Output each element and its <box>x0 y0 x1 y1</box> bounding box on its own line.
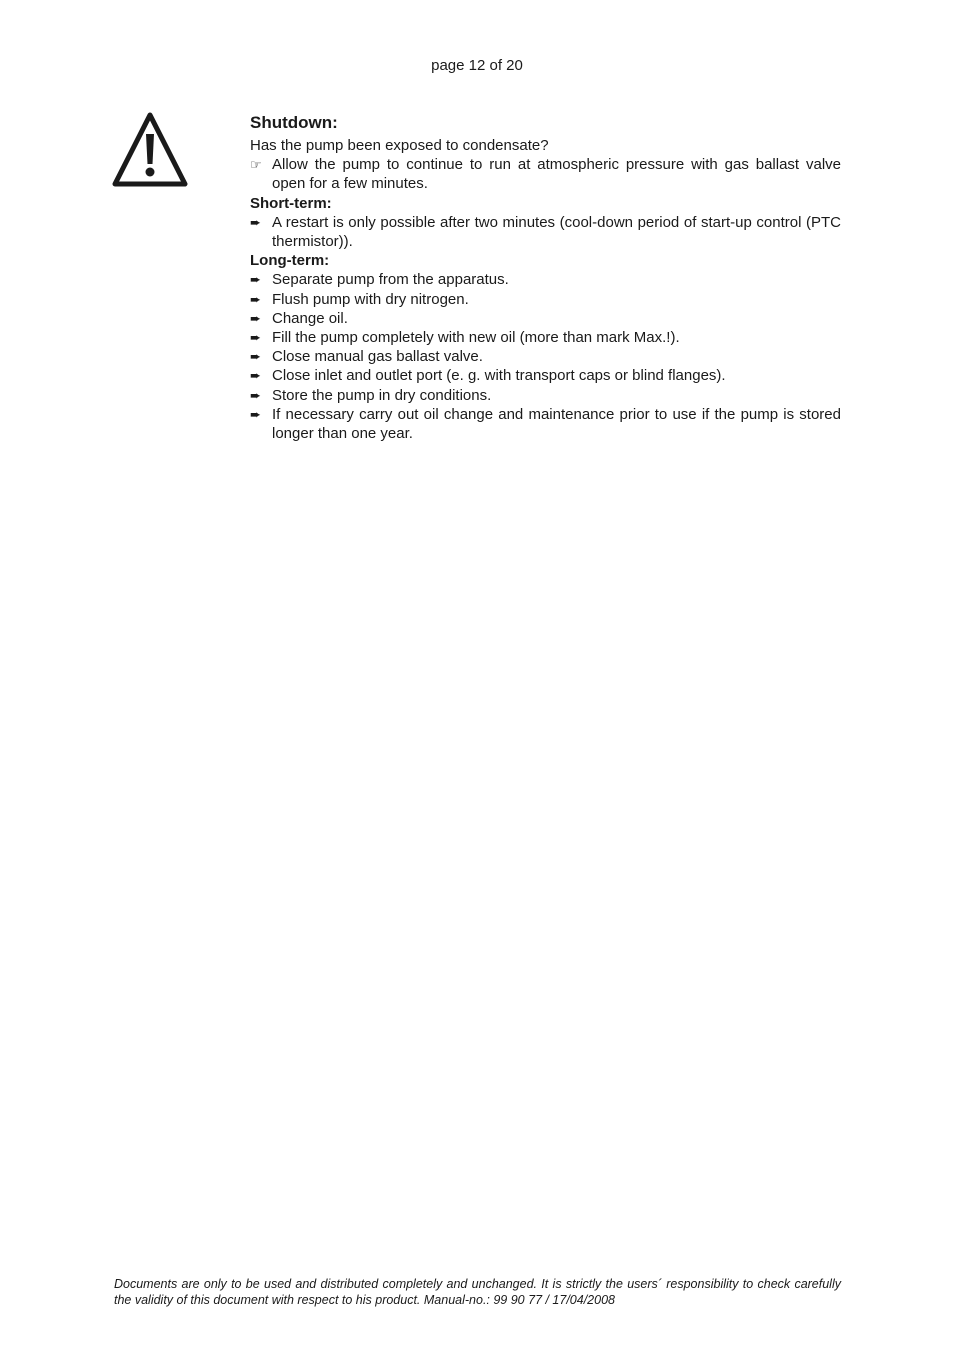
list-item: ➨ Fill the pump completely with new oil (more than mark Max.!). <box>250 329 680 347</box>
warning-triangle-icon <box>112 112 188 188</box>
right-arrow-icon: ➨ <box>250 272 261 288</box>
pointing-hand-icon: ☞ <box>250 157 262 173</box>
list-item: ➨ Change oil. <box>250 309 348 327</box>
page-number: page 12 of 20 <box>431 57 523 74</box>
right-arrow-icon: ➨ <box>250 291 261 307</box>
right-arrow-icon: ➨ <box>250 406 261 422</box>
right-arrow-icon: ➨ <box>250 330 261 346</box>
long-term-title: Long-term: <box>250 252 330 270</box>
right-arrow-icon: ➨ <box>250 368 261 384</box>
list-item: ➨ Close inlet and outlet port (e. g. with transport caps or blind flanges). <box>250 367 726 385</box>
section-title: Shutdown: <box>250 113 338 132</box>
intro-list <box>250 155 841 193</box>
shutdown-section <box>250 112 841 443</box>
long-term-list <box>250 270 841 443</box>
short-term-title: Short-term: <box>250 194 332 212</box>
right-arrow-icon: ➨ <box>250 310 261 326</box>
list-item: ➨ Separate pump from the apparatus. <box>250 271 509 289</box>
right-arrow-icon: ➨ <box>250 214 261 230</box>
list-item: ☞ Allow the pump to continue to run at atmospheric pressure with gas ballast valve open for a few minutes. <box>250 156 841 193</box>
short-term-list <box>250 213 841 251</box>
right-arrow-icon: ➨ <box>250 349 261 365</box>
list-item: ➨ Flush pump with dry nitrogen. <box>250 290 469 308</box>
footer-disclaimer: Documents are only to be used and distributed completely and unchanged. It is strictly the users´ responsibility to check carefully the validity of this document with respect to his product. Manual-no.: 99 90 77 / 17/04/2008 <box>114 1277 841 1307</box>
intro-question: Has the pump been exposed to condensate? <box>250 137 549 154</box>
list-item: ➨ Store the pump in dry conditions. <box>250 386 492 404</box>
list-item: ➨ Close manual gas ballast valve. <box>250 348 483 366</box>
list-item: ➨ A restart is only possible after two minutes (cool-down period of start-up control (PTC thermistor)). <box>250 213 841 251</box>
right-arrow-icon: ➨ <box>250 387 261 403</box>
list-item: ➨ If necessary carry out oil change and maintenance prior to use if the pump is stored longer than one year. <box>250 405 841 443</box>
